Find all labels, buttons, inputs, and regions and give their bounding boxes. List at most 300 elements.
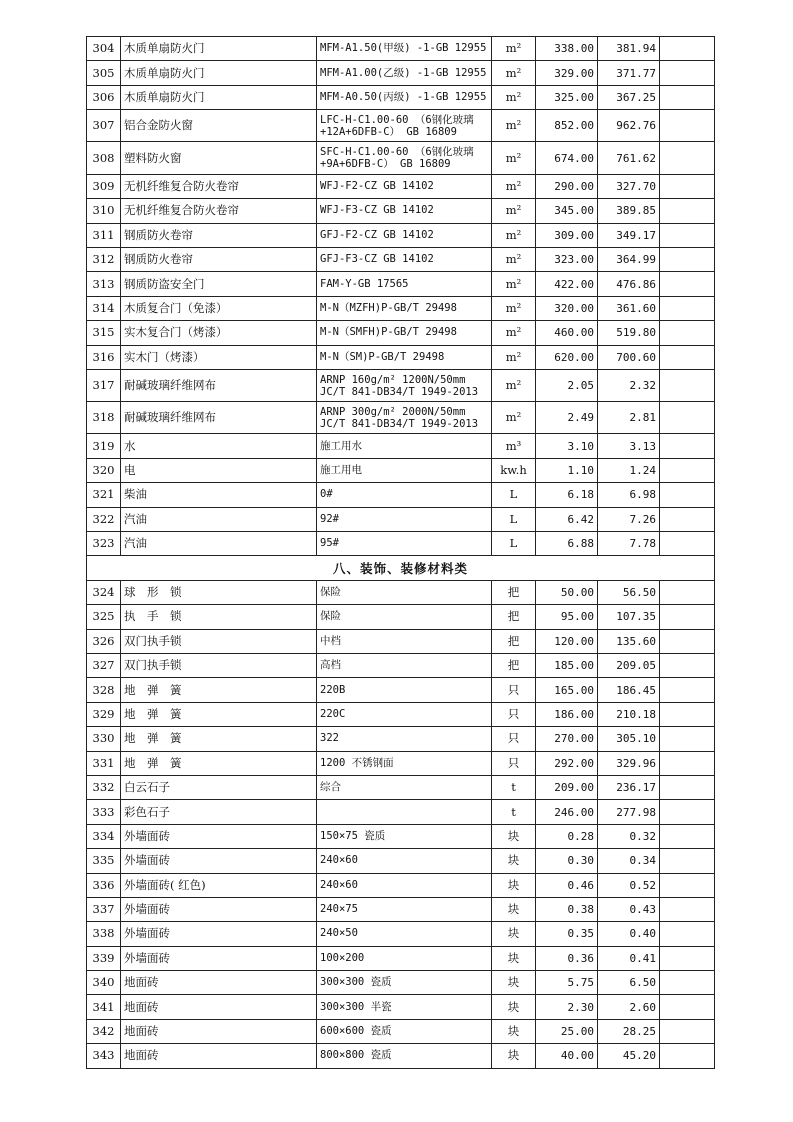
table-row bbox=[87, 824, 715, 848]
item-remark bbox=[660, 247, 715, 271]
table-row bbox=[87, 849, 715, 873]
item-remark bbox=[660, 532, 715, 556]
table-body-before bbox=[87, 37, 715, 556]
item-spec: 600×600 瓷质 bbox=[317, 1019, 492, 1043]
item-number: 337 bbox=[87, 897, 121, 921]
item-unit: 把 bbox=[492, 654, 536, 678]
item-price-2: 476.86 bbox=[598, 272, 660, 296]
item-spec: 保险 bbox=[317, 580, 492, 604]
item-unit: m² bbox=[492, 37, 536, 61]
item-price-2: 364.99 bbox=[598, 247, 660, 271]
item-number: 340 bbox=[87, 971, 121, 995]
item-number: 306 bbox=[87, 85, 121, 109]
item-remark bbox=[660, 199, 715, 223]
item-unit: m² bbox=[492, 345, 536, 369]
table-row bbox=[87, 727, 715, 751]
item-price-1: 292.00 bbox=[536, 751, 598, 775]
item-number: 327 bbox=[87, 654, 121, 678]
item-spec: 100×200 bbox=[317, 946, 492, 970]
item-number: 333 bbox=[87, 800, 121, 824]
item-price-2: 0.34 bbox=[598, 849, 660, 873]
item-spec: LFC-H-C1.00-60 （6钢化玻璃+12A+6DFB-C） GB 16809 bbox=[317, 110, 492, 142]
section-header-group bbox=[87, 556, 715, 580]
item-unit: 块 bbox=[492, 824, 536, 848]
item-name: 地面砖 bbox=[121, 995, 317, 1019]
item-unit: 块 bbox=[492, 946, 536, 970]
item-name: 铝合金防火窗 bbox=[121, 110, 317, 142]
item-unit: 块 bbox=[492, 922, 536, 946]
item-price-2: 0.32 bbox=[598, 824, 660, 848]
item-unit: t bbox=[492, 800, 536, 824]
item-spec bbox=[317, 800, 492, 824]
item-number: 305 bbox=[87, 61, 121, 85]
item-price-1: 270.00 bbox=[536, 727, 598, 751]
item-number: 342 bbox=[87, 1019, 121, 1043]
item-number: 329 bbox=[87, 702, 121, 726]
item-remark bbox=[660, 434, 715, 458]
item-remark bbox=[660, 1044, 715, 1068]
item-price-2: 361.60 bbox=[598, 296, 660, 320]
item-number: 312 bbox=[87, 247, 121, 271]
item-remark bbox=[660, 142, 715, 174]
item-spec: FAM-Y-GB 17565 bbox=[317, 272, 492, 296]
item-remark bbox=[660, 824, 715, 848]
item-spec: 施工用电 bbox=[317, 458, 492, 482]
item-unit: 块 bbox=[492, 873, 536, 897]
item-remark bbox=[660, 37, 715, 61]
item-price-1: 40.00 bbox=[536, 1044, 598, 1068]
item-price-2: 56.50 bbox=[598, 580, 660, 604]
item-spec: 高档 bbox=[317, 654, 492, 678]
item-name: 地 弹 簧 bbox=[121, 678, 317, 702]
item-unit: 块 bbox=[492, 849, 536, 873]
item-spec: M-N（SMFH)P-GB/T 29498 bbox=[317, 321, 492, 345]
item-spec: 综合 bbox=[317, 775, 492, 799]
item-price-1: 5.75 bbox=[536, 971, 598, 995]
item-spec: 施工用水 bbox=[317, 434, 492, 458]
item-price-1: 674.00 bbox=[536, 142, 598, 174]
table-row bbox=[87, 946, 715, 970]
item-unit: 把 bbox=[492, 580, 536, 604]
item-price-1: 2.05 bbox=[536, 369, 598, 401]
table-row bbox=[87, 1019, 715, 1043]
item-remark bbox=[660, 458, 715, 482]
item-name: 外墙面砖 bbox=[121, 922, 317, 946]
item-price-2: 519.80 bbox=[598, 321, 660, 345]
item-number: 328 bbox=[87, 678, 121, 702]
item-unit: m² bbox=[492, 142, 536, 174]
item-remark bbox=[660, 507, 715, 531]
item-name: 汽油 bbox=[121, 532, 317, 556]
item-price-2: 1.24 bbox=[598, 458, 660, 482]
item-unit: m² bbox=[492, 199, 536, 223]
item-price-1: 0.36 bbox=[536, 946, 598, 970]
item-number: 311 bbox=[87, 223, 121, 247]
table-row bbox=[87, 199, 715, 223]
table-row bbox=[87, 678, 715, 702]
item-name: 地面砖 bbox=[121, 1019, 317, 1043]
table-row bbox=[87, 922, 715, 946]
item-remark bbox=[660, 321, 715, 345]
item-price-1: 186.00 bbox=[536, 702, 598, 726]
item-spec: M-N（MZFH)P-GB/T 29498 bbox=[317, 296, 492, 320]
item-number: 313 bbox=[87, 272, 121, 296]
item-name: 球 形 锁 bbox=[121, 580, 317, 604]
item-price-1: 0.35 bbox=[536, 922, 598, 946]
table-row bbox=[87, 483, 715, 507]
item-price-2: 0.41 bbox=[598, 946, 660, 970]
item-spec: 中档 bbox=[317, 629, 492, 653]
item-name: 白云石子 bbox=[121, 775, 317, 799]
item-unit: m² bbox=[492, 296, 536, 320]
item-name: 实木门（烤漆） bbox=[121, 345, 317, 369]
item-price-1: 345.00 bbox=[536, 199, 598, 223]
item-unit: m² bbox=[492, 85, 536, 109]
item-number: 320 bbox=[87, 458, 121, 482]
item-price-2: 186.45 bbox=[598, 678, 660, 702]
price-table bbox=[86, 36, 715, 1069]
table-row bbox=[87, 605, 715, 629]
item-price-2: 305.10 bbox=[598, 727, 660, 751]
item-spec: GFJ-F3-CZ GB 14102 bbox=[317, 247, 492, 271]
item-spec: 保险 bbox=[317, 605, 492, 629]
item-remark bbox=[660, 775, 715, 799]
table-row bbox=[87, 296, 715, 320]
item-remark bbox=[660, 995, 715, 1019]
item-unit: 只 bbox=[492, 702, 536, 726]
item-spec: WFJ-F3-CZ GB 14102 bbox=[317, 199, 492, 223]
item-price-2: 209.05 bbox=[598, 654, 660, 678]
item-name: 耐碱玻璃纤维网布 bbox=[121, 369, 317, 401]
item-price-2: 962.76 bbox=[598, 110, 660, 142]
item-remark bbox=[660, 654, 715, 678]
item-name: 外墙面砖 bbox=[121, 824, 317, 848]
item-price-1: 120.00 bbox=[536, 629, 598, 653]
item-unit: 只 bbox=[492, 727, 536, 751]
item-number: 317 bbox=[87, 369, 121, 401]
item-unit: t bbox=[492, 775, 536, 799]
item-spec: 300×300 半瓷 bbox=[317, 995, 492, 1019]
item-price-2: 6.98 bbox=[598, 483, 660, 507]
table-row bbox=[87, 580, 715, 604]
item-number: 334 bbox=[87, 824, 121, 848]
item-name: 地 弹 簧 bbox=[121, 751, 317, 775]
item-name: 木质单扇防火门 bbox=[121, 61, 317, 85]
item-price-2: 0.52 bbox=[598, 873, 660, 897]
item-spec: MFM-A0.50(丙级) -1-GB 12955 bbox=[317, 85, 492, 109]
item-price-2: 367.25 bbox=[598, 85, 660, 109]
table-row bbox=[87, 995, 715, 1019]
table-row bbox=[87, 1044, 715, 1068]
item-unit: 把 bbox=[492, 629, 536, 653]
item-remark bbox=[660, 483, 715, 507]
item-spec: 800×800 瓷质 bbox=[317, 1044, 492, 1068]
item-unit: m² bbox=[492, 272, 536, 296]
item-price-1: 290.00 bbox=[536, 174, 598, 198]
item-price-1: 323.00 bbox=[536, 247, 598, 271]
item-name: 柴油 bbox=[121, 483, 317, 507]
item-name: 钢质防火卷帘 bbox=[121, 223, 317, 247]
item-price-2: 236.17 bbox=[598, 775, 660, 799]
item-remark bbox=[660, 1019, 715, 1043]
item-name: 外墙面砖 bbox=[121, 946, 317, 970]
item-price-2: 3.13 bbox=[598, 434, 660, 458]
item-price-1: 309.00 bbox=[536, 223, 598, 247]
item-unit: kw.h bbox=[492, 458, 536, 482]
item-unit: 块 bbox=[492, 897, 536, 921]
item-remark bbox=[660, 223, 715, 247]
table-row bbox=[87, 37, 715, 61]
item-number: 326 bbox=[87, 629, 121, 653]
item-number: 332 bbox=[87, 775, 121, 799]
item-price-2: 2.32 bbox=[598, 369, 660, 401]
item-name: 水 bbox=[121, 434, 317, 458]
item-name: 钢质防火卷帘 bbox=[121, 247, 317, 271]
item-unit: L bbox=[492, 507, 536, 531]
item-number: 304 bbox=[87, 37, 121, 61]
item-price-1: 6.18 bbox=[536, 483, 598, 507]
item-number: 321 bbox=[87, 483, 121, 507]
item-remark bbox=[660, 110, 715, 142]
item-name: 木质复合门（免漆） bbox=[121, 296, 317, 320]
table-row bbox=[87, 532, 715, 556]
item-name: 外墙面砖 bbox=[121, 849, 317, 873]
item-price-2: 7.26 bbox=[598, 507, 660, 531]
table-row bbox=[87, 321, 715, 345]
item-number: 331 bbox=[87, 751, 121, 775]
item-number: 309 bbox=[87, 174, 121, 198]
table-row bbox=[87, 507, 715, 531]
item-price-1: 25.00 bbox=[536, 1019, 598, 1043]
item-unit: 只 bbox=[492, 678, 536, 702]
item-price-2: 2.81 bbox=[598, 402, 660, 434]
item-unit: 块 bbox=[492, 995, 536, 1019]
item-name: 木质单扇防火门 bbox=[121, 37, 317, 61]
item-unit: L bbox=[492, 483, 536, 507]
table-row bbox=[87, 142, 715, 174]
table-row bbox=[87, 272, 715, 296]
table-row bbox=[87, 369, 715, 401]
item-price-2: 761.62 bbox=[598, 142, 660, 174]
item-name: 地面砖 bbox=[121, 971, 317, 995]
item-spec: 0# bbox=[317, 483, 492, 507]
item-unit: m² bbox=[492, 174, 536, 198]
item-name: 执 手 锁 bbox=[121, 605, 317, 629]
item-spec: GFJ-F2-CZ GB 14102 bbox=[317, 223, 492, 247]
table-row bbox=[87, 751, 715, 775]
item-name: 钢质防盗安全门 bbox=[121, 272, 317, 296]
item-price-1: 246.00 bbox=[536, 800, 598, 824]
item-unit: L bbox=[492, 532, 536, 556]
item-number: 319 bbox=[87, 434, 121, 458]
item-price-1: 0.30 bbox=[536, 849, 598, 873]
table-row bbox=[87, 223, 715, 247]
item-remark bbox=[660, 727, 715, 751]
item-price-2: 107.35 bbox=[598, 605, 660, 629]
item-price-2: 0.43 bbox=[598, 897, 660, 921]
item-price-2: 349.17 bbox=[598, 223, 660, 247]
item-price-1: 422.00 bbox=[536, 272, 598, 296]
item-number: 322 bbox=[87, 507, 121, 531]
item-price-1: 1.10 bbox=[536, 458, 598, 482]
item-price-2: 327.70 bbox=[598, 174, 660, 198]
item-price-2: 45.20 bbox=[598, 1044, 660, 1068]
item-price-1: 6.42 bbox=[536, 507, 598, 531]
item-name: 耐碱玻璃纤维网布 bbox=[121, 402, 317, 434]
item-name: 木质单扇防火门 bbox=[121, 85, 317, 109]
item-remark bbox=[660, 402, 715, 434]
item-spec: 240×60 bbox=[317, 849, 492, 873]
item-remark bbox=[660, 61, 715, 85]
item-price-2: 381.94 bbox=[598, 37, 660, 61]
item-remark bbox=[660, 605, 715, 629]
table-row bbox=[87, 873, 715, 897]
item-spec: SFC-H-C1.00-60 （6钢化玻璃+9A+6DFB-C） GB 16809 bbox=[317, 142, 492, 174]
item-number: 314 bbox=[87, 296, 121, 320]
item-name: 塑料防火窗 bbox=[121, 142, 317, 174]
item-number: 341 bbox=[87, 995, 121, 1019]
item-unit: 只 bbox=[492, 751, 536, 775]
item-name: 外墙面砖( 红色) bbox=[121, 873, 317, 897]
item-number: 315 bbox=[87, 321, 121, 345]
item-price-1: 3.10 bbox=[536, 434, 598, 458]
item-price-2: 389.85 bbox=[598, 199, 660, 223]
table-row bbox=[87, 629, 715, 653]
item-number: 330 bbox=[87, 727, 121, 751]
item-spec: WFJ-F2-CZ GB 14102 bbox=[317, 174, 492, 198]
table-row bbox=[87, 800, 715, 824]
item-price-2: 135.60 bbox=[598, 629, 660, 653]
item-number: 308 bbox=[87, 142, 121, 174]
item-spec: ARNP 160g/m² 1200N/50mm JC/T 841-DB34/T 1949-2013 bbox=[317, 369, 492, 401]
item-price-2: 28.25 bbox=[598, 1019, 660, 1043]
item-unit: 块 bbox=[492, 1044, 536, 1068]
item-number: 318 bbox=[87, 402, 121, 434]
item-number: 335 bbox=[87, 849, 121, 873]
table-row bbox=[87, 434, 715, 458]
item-remark bbox=[660, 580, 715, 604]
table-row bbox=[87, 402, 715, 434]
table-row bbox=[87, 345, 715, 369]
item-number: 336 bbox=[87, 873, 121, 897]
item-price-1: 6.88 bbox=[536, 532, 598, 556]
item-price-1: 852.00 bbox=[536, 110, 598, 142]
item-remark bbox=[660, 702, 715, 726]
item-price-1: 325.00 bbox=[536, 85, 598, 109]
table-row bbox=[87, 702, 715, 726]
item-number: 338 bbox=[87, 922, 121, 946]
item-remark bbox=[660, 971, 715, 995]
item-price-2: 700.60 bbox=[598, 345, 660, 369]
table-row bbox=[87, 654, 715, 678]
table-row bbox=[87, 174, 715, 198]
item-remark bbox=[660, 272, 715, 296]
item-number: 316 bbox=[87, 345, 121, 369]
item-price-1: 185.00 bbox=[536, 654, 598, 678]
item-remark bbox=[660, 369, 715, 401]
item-remark bbox=[660, 800, 715, 824]
item-unit: m³ bbox=[492, 434, 536, 458]
section-title: 八、装饰、装修材料类 bbox=[87, 556, 715, 580]
item-price-1: 2.49 bbox=[536, 402, 598, 434]
item-price-1: 620.00 bbox=[536, 345, 598, 369]
item-spec: ARNP 300g/m² 2000N/50mm JC/T 841-DB34/T 1949-2013 bbox=[317, 402, 492, 434]
item-price-1: 165.00 bbox=[536, 678, 598, 702]
item-price-2: 371.77 bbox=[598, 61, 660, 85]
item-remark bbox=[660, 174, 715, 198]
item-spec: 240×60 bbox=[317, 873, 492, 897]
item-spec: 300×300 瓷质 bbox=[317, 971, 492, 995]
item-remark bbox=[660, 946, 715, 970]
item-unit: m² bbox=[492, 110, 536, 142]
item-remark bbox=[660, 629, 715, 653]
table-row bbox=[87, 971, 715, 995]
item-price-1: 2.30 bbox=[536, 995, 598, 1019]
item-name: 外墙面砖 bbox=[121, 897, 317, 921]
item-number: 325 bbox=[87, 605, 121, 629]
item-price-2: 6.50 bbox=[598, 971, 660, 995]
item-number: 307 bbox=[87, 110, 121, 142]
table-row bbox=[87, 110, 715, 142]
item-price-2: 329.96 bbox=[598, 751, 660, 775]
item-name: 无机纤维复合防火卷帘 bbox=[121, 174, 317, 198]
item-remark bbox=[660, 922, 715, 946]
item-name: 地 弹 簧 bbox=[121, 702, 317, 726]
item-unit: m² bbox=[492, 247, 536, 271]
item-price-1: 338.00 bbox=[536, 37, 598, 61]
item-remark bbox=[660, 296, 715, 320]
table-row bbox=[87, 897, 715, 921]
item-name: 电 bbox=[121, 458, 317, 482]
item-spec: MFM-A1.00(乙级) -1-GB 12955 bbox=[317, 61, 492, 85]
item-price-1: 0.46 bbox=[536, 873, 598, 897]
item-price-1: 95.00 bbox=[536, 605, 598, 629]
item-unit: 块 bbox=[492, 971, 536, 995]
item-remark bbox=[660, 897, 715, 921]
table-row bbox=[87, 85, 715, 109]
table-row bbox=[87, 775, 715, 799]
table-row bbox=[87, 61, 715, 85]
item-price-2: 2.60 bbox=[598, 995, 660, 1019]
item-price-1: 50.00 bbox=[536, 580, 598, 604]
item-remark bbox=[660, 85, 715, 109]
item-number: 324 bbox=[87, 580, 121, 604]
item-spec: 240×50 bbox=[317, 922, 492, 946]
item-unit: m² bbox=[492, 402, 536, 434]
item-number: 323 bbox=[87, 532, 121, 556]
item-price-1: 320.00 bbox=[536, 296, 598, 320]
item-spec: 220B bbox=[317, 678, 492, 702]
item-price-2: 7.78 bbox=[598, 532, 660, 556]
item-price-1: 209.00 bbox=[536, 775, 598, 799]
item-name: 双门执手锁 bbox=[121, 629, 317, 653]
table-body-after bbox=[87, 580, 715, 1068]
item-number: 310 bbox=[87, 199, 121, 223]
item-spec: 1200 不锈钢面 bbox=[317, 751, 492, 775]
item-remark bbox=[660, 849, 715, 873]
item-number: 339 bbox=[87, 946, 121, 970]
item-spec: 322 bbox=[317, 727, 492, 751]
item-price-1: 329.00 bbox=[536, 61, 598, 85]
item-name: 地面砖 bbox=[121, 1044, 317, 1068]
item-remark bbox=[660, 345, 715, 369]
item-spec: 150×75 瓷质 bbox=[317, 824, 492, 848]
item-name: 无机纤维复合防火卷帘 bbox=[121, 199, 317, 223]
item-price-2: 277.98 bbox=[598, 800, 660, 824]
table-row bbox=[87, 247, 715, 271]
item-unit: m² bbox=[492, 321, 536, 345]
item-name: 彩色石子 bbox=[121, 800, 317, 824]
